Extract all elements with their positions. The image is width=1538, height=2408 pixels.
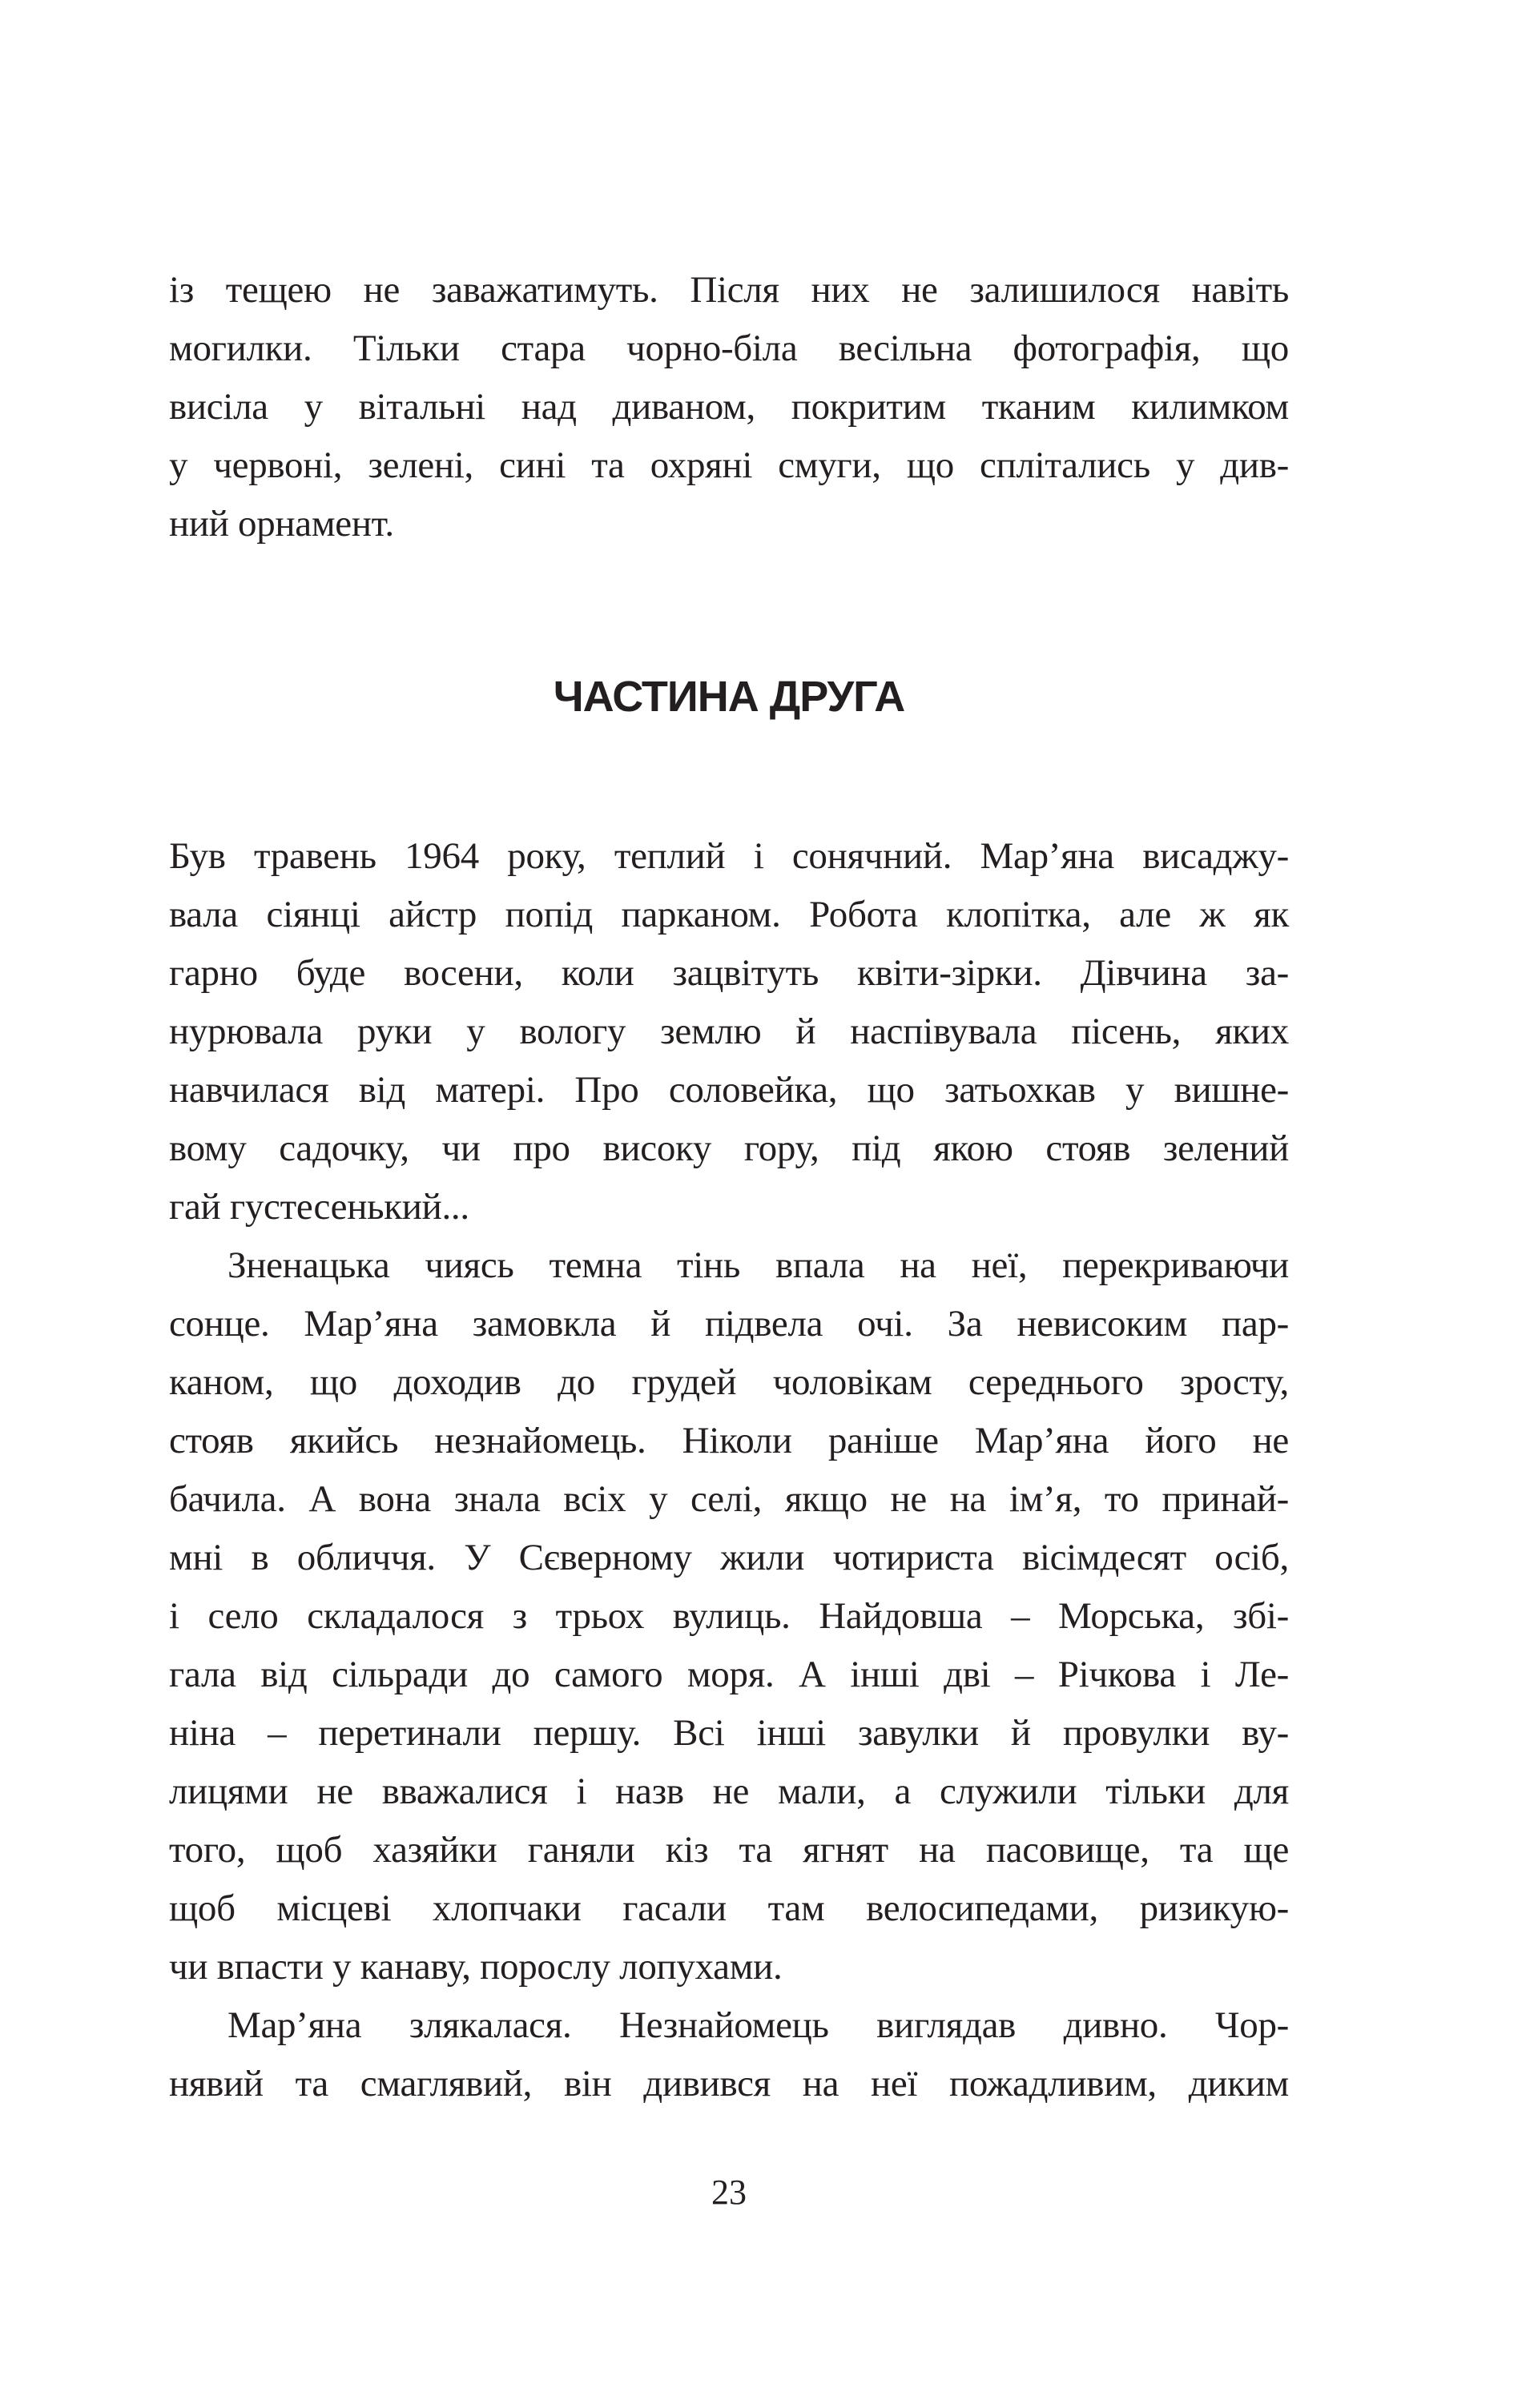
text-line: висіла у вітальні над диваном, покритим тканим килимком (169, 386, 1289, 428)
text-line: гарно буде восени, коли зацвітуть квіти-зірки. Дівчина за- (169, 952, 1289, 994)
text-line: вому садочку, чи про високу гору, під якою стояв зелений (169, 1128, 1289, 1169)
text-line: ний орнамент. (169, 503, 394, 545)
text-line: сонце. Мар’яна замовкла й підвела очі. За невисоким пар- (169, 1303, 1289, 1345)
text-line: Був травень 1964 року, теплий і сонячний. Мар’яна висаджу- (169, 835, 1289, 877)
paragraph-continued (169, 261, 1289, 553)
text-line: Зненацька чиясь темна тінь впала на неї, перекриваючи (227, 1244, 1289, 1286)
text-line: лицями не вважалися і назв не мали, а служили тільки для (169, 1771, 1289, 1812)
text-line: чи впасти у канаву, порослу лопухами. (169, 1946, 783, 1988)
body-text (169, 827, 1289, 2113)
text-line: того, щоб хазяйки ганяли кіз та ягнят на пасовище, та ще (169, 1829, 1289, 1871)
text-line: нявий та смаглявий, він дивився на неї пожадливим, диким (169, 2063, 1289, 2104)
text-line: Мар’яна злякалася. Незнайомець виглядав дивно. Чор- (227, 2004, 1289, 2046)
text-line: нурювала руки у вологу землю й наспівувала пісень, яких (169, 1011, 1289, 1052)
text-line: мні в обличчя. У Сєверному жили чотириста вісімдесят осіб, (169, 1537, 1289, 1578)
page-number: 23 (711, 2173, 747, 2212)
chapter-heading: ЧАСТИНА ДРУГА (553, 673, 905, 721)
text-line: із тещею не заважатимуть. Після них не залишилося навіть (169, 269, 1289, 311)
text-line: гала від сільради до самого моря. А інші дві – Річкова і Ле- (169, 1654, 1289, 1695)
text-line: гай густесенький... (169, 1186, 469, 1228)
text-line: могилки. Тільки стара чорно-біла весільна фотографія, що (169, 328, 1289, 369)
text-line: навчилася від матері. Про соловейка, що затьохкав у вишне- (169, 1069, 1289, 1111)
text-line: щоб місцеві хлопчаки гасали там велосипедами, ризикую- (169, 1887, 1289, 1929)
text-line: каном, що доходив до грудей чоловікам середнього зросту, (169, 1361, 1289, 1403)
text-line: стояв якийсь незнайомець. Ніколи раніше Мар’яна його не (169, 1420, 1289, 1461)
text-line: ніна – перетинали першу. Всі інші завулки й провулки ву- (169, 1712, 1289, 1754)
text-line: бачила. А вона знала всіх у селі, якщо не на ім’я, то принай- (169, 1478, 1289, 1520)
text-line: і село складалося з трьох вулиць. Найдовша – Морська, збі- (169, 1595, 1289, 1637)
text-line: вала сіянці айстр попід парканом. Робота клопітка, але ж як (169, 894, 1289, 935)
text-line: у червоні, зелені, сині та охряні смуги, що сплітались у див- (169, 444, 1289, 486)
